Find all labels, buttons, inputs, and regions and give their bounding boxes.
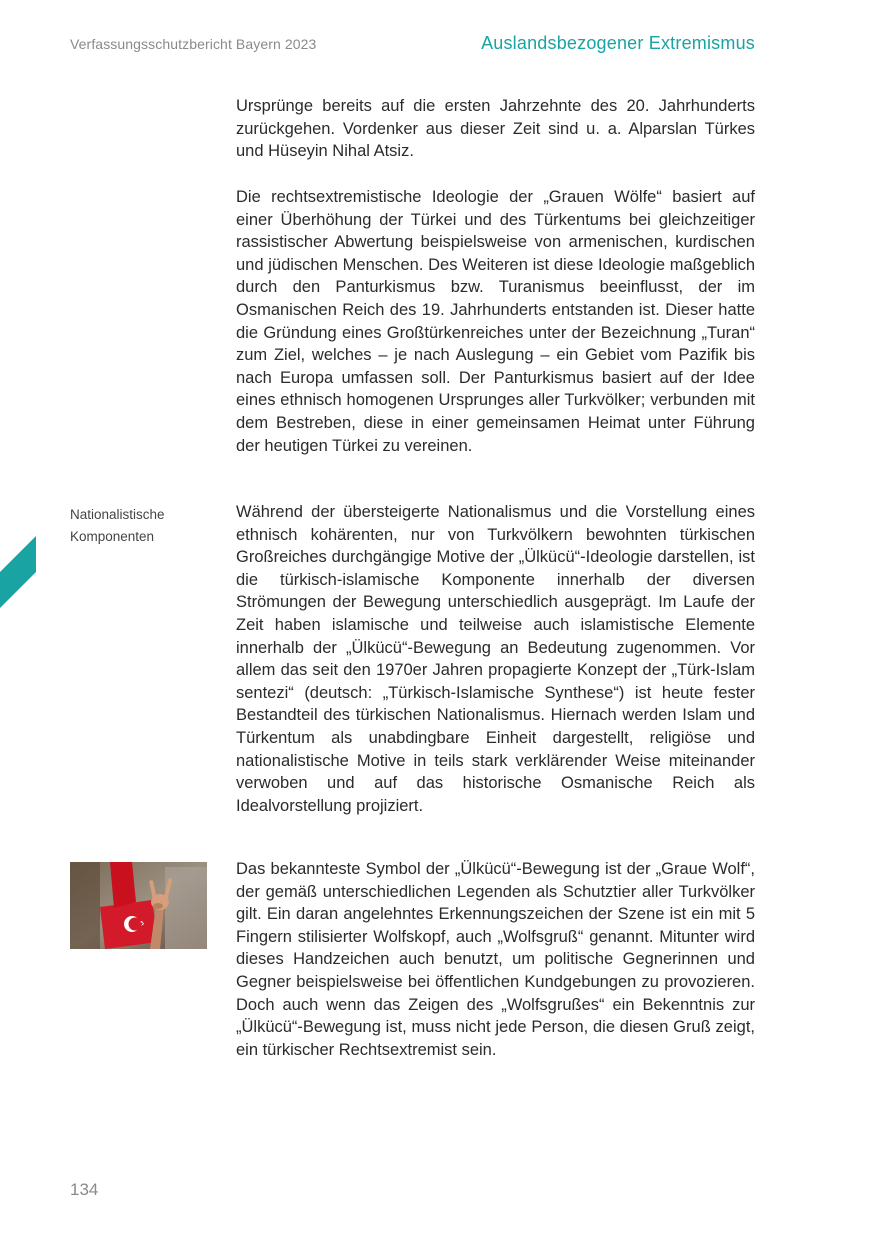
paragraph-1: Ursprünge bereits auf die ersten Jahrzehnte des 20. Jahrhunderts zurückgehen. Vordenker aus dieser Zeit sind u. a. Alparslan Türkes und Hüseyin Nihal Atsiz. bbox=[236, 97, 755, 161]
paragraph-4: Das bekannteste Symbol der „Ülkücü“-Bewegung ist der „Graue Wolf“, der gemäß unterschiedlichen Legenden als Schutztier aller Turkvölker gilt. Ein daran angelehntes Erkennungszeichen der Szene ist ein mit 5 Fingern stilisierter Wolfskopf, auch „Wolfsgruß“ genannt. Mitunter wird dieses Handzeichen auch benutzt, um politische Gegnerinnen und Gegner beispielsweise bei öffentlichen Kundgebungen zu provozieren. Doch auch wenn das Zeigen des „Wolfsgrußes“ ein Bekenntnis zur „Ülkücü“-Bewegung ist, muss nicht jede Person, die diesen Gruß zeigt, ein türkischer Rechtsextremist sein. bbox=[236, 860, 755, 1059]
section-title: Auslandsbezogener Extremismus bbox=[481, 33, 755, 53]
margin-note-line2: Komponenten bbox=[70, 529, 155, 544]
margin-note bbox=[70, 504, 220, 548]
report-title: Verfassungsschutzbericht Bayern 2023 bbox=[70, 36, 317, 52]
wolf-salute-photo bbox=[70, 862, 207, 949]
page-number: 134 bbox=[70, 1180, 99, 1199]
photo-hand-gesture-icon bbox=[70, 862, 207, 949]
paragraph-3: Während der übersteigerte Nationalismus und die Vorstellung eines ethnisch kohärenten, nur von Turkvölkern bewohnten türkischen Großreiches durchgängige Motive der „Ülkücü“-Ideologie darstellen, ist die türkisch-islamische Komponente innerhalb der diversen Strömungen der Bewegung unterschiedlich ausgeprägt. Im Laufe der Zeit haben islamische und teilweise auch islamistische Elemente innerhalb der „Ülkücü“-Bewegung an Bedeutung zugenommen. Vor allem das seit den 1970er Jahren propagierte Konzept der „Türk-Islam sentezi“ (deutsch: „Türkisch-Islamische Synthese“) ist heute fester Bestandteil des türkischen Nationalismus. Hiernach werden Islam und Türkentum als unabdingbare Einheit dargestellt, religiöse und nationalistische Motive in teils stark verklärender Weise miteinander verwoben und auf das historische Osmanische Reich als Idealvorstellung projiziert. bbox=[236, 503, 755, 815]
margin-note-line1: Nationalistische bbox=[70, 507, 165, 522]
paragraph-2: Die rechtsextremistische Ideologie der „Grauen Wölfe“ basiert auf einer Überhöhung der Türkei und des Türkentums bei gleichzeitiger rassistischer Abwertung beispielsweise von armenischen, kurdischen und jüdischen Menschen. Des Weiteren ist diese Ideologie maßgeblich durch den Panturkismus bzw. Turanismus beeinflusst, der im Osmanischen Reich des 19. Jahrhunderts entstanden ist. Dieser hatte die Gründung eines Großtürkenreiches unter der Bezeichnung „Turan“ zum Ziel, welches – je nach Auslegung – ein Gebiet vom Pazifik bis nach Europa umfassen soll. Der Panturkismus basiert auf der Idee eines ethnisch homogenen Ursprunges aller Turkvölker; verbunden mit dem Bestreben, diese in einer gemeinsamen Heimat unter Führung der heutigen Türkei zu vereinen. bbox=[236, 188, 755, 455]
section-accent-marker bbox=[0, 536, 36, 608]
